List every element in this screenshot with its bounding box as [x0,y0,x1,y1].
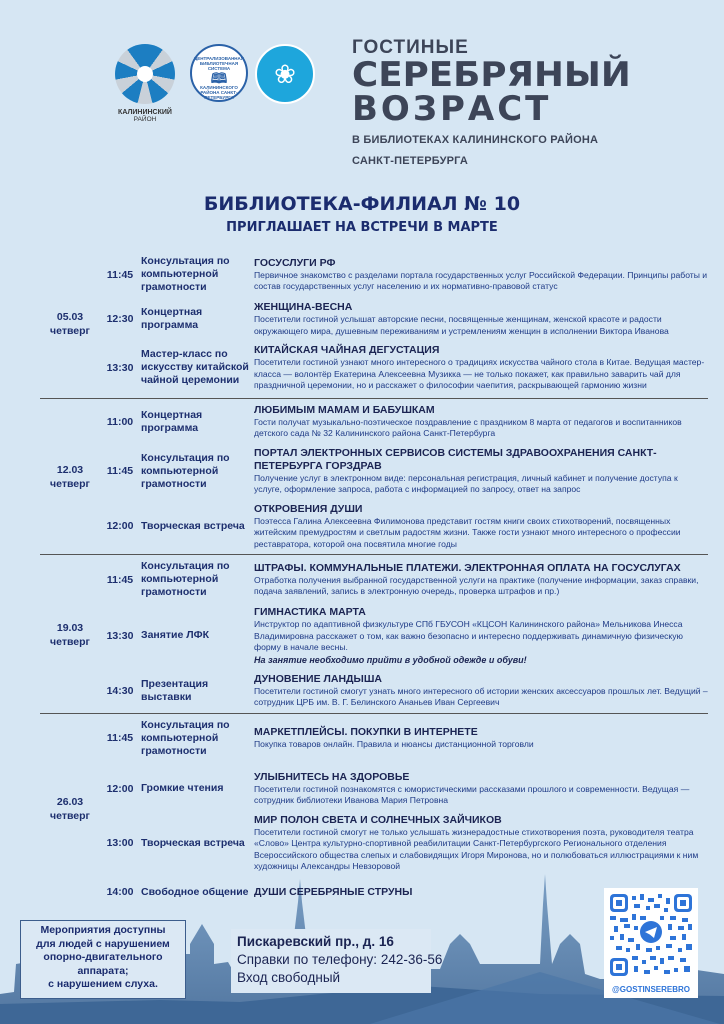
event-time: 11:45 [106,268,134,281]
event-type: Презентация выставки [141,677,209,703]
day-events [100,557,708,713]
event-type: Мастер-класс по искусству китайской чайной церемонии [141,348,249,387]
event-description: Поэтесса Галина Алексеевна Филимонова представит гостям книги своих стихотворений, посвященных житейским премудростям и светлым радостям жизни. Также гости узнают много интересного о профессии реставратора, которой она посвятила многие годы [254,515,681,549]
event-title: ОТКРОВЕНИЯ ДУШИ [254,502,363,515]
event-description: Гости получат музыкально-поэтическое поздравление с праздником 8 марта от педагогов и воспитанников детского сада № 32 Калининского района Санкт-Петербурга [254,416,682,438]
logo-text-line2: РАЙОН [133,116,157,123]
event-type: Свободное общение [141,885,249,898]
event-row [100,603,708,670]
event-title: ЛЮБИМЫМ МАМАМ И БАБУШКАМ [254,403,435,416]
event-time: 12:00 [106,782,134,795]
brand-line1: ГОСТИНЫЕ [352,37,469,58]
event-row [100,298,708,341]
event-title: ГИМНАСТИКА МАРТА [254,606,366,618]
event-time: 13:00 [106,837,134,849]
event-type: Концертная программа [141,306,203,331]
accessibility-notice [20,920,186,999]
telegram-qr-code[interactable] [604,888,698,998]
event-title: ПОРТАЛ ЭЛЕКТРОННЫХ СЕРВИСОВ СИСТЕМЫ ЗДРАВООХРАНЕНИЯ САНКТ-ПЕТЕРБУРГА ГОРЗДРАВ [254,446,657,472]
brand-line2: СЕРЕБРЯНЫЙ [352,55,631,95]
event-row [100,401,708,444]
accessibility-line: для людей с нарушением [36,937,170,950]
event-time: 12:00 [106,520,134,533]
event-type: Громкие чтения [141,782,224,794]
day-date-cell [40,716,100,903]
brand-line3: ВОЗРАСТ [352,89,552,129]
event-description: Первичное знакомство с разделами портала государственных услуг Российской Федерации. Принципы работы и состав государственных услуг населению и их нормативно-правовой статус [254,269,708,291]
day-weekday: четверг [50,635,90,648]
day-weekday: четверг [50,810,90,822]
event-title: ГОСУСЛУГИ РФ [254,256,336,269]
event-title: УЛЫБНИТЕСЬ НА ЗДОРОВЬЕ [254,770,410,783]
cbs-logo-top-text: ЦЕНТРАЛИЗОВАННАЯ БИБЛИОТЕЧНАЯ СИСТЕМА [193,56,245,71]
event-row [100,341,708,396]
event-time: 11:45 [106,465,134,477]
logo-text-line1: КАЛИНИНСКИЙ [118,109,172,116]
contact-box [231,929,443,993]
event-type: Консультация по компьютерной грамотности [141,560,230,598]
event-time: 11:45 [106,732,134,744]
event-title: ЖЕНЩИНА-ВЕСНА [254,301,353,313]
event-time: 14:00 [106,886,134,898]
event-description: Посетители гостиной смогут не только услышать жизнерадостные стихотворения поэта, руководителя театра «Слово» Центра культурно-спортивной реабилитации Санкт-Петербургского Регионального отделения Всероссийского общества слепых и слабовидящих Игоря Миронова, но и полюбоваться иллюстрациями к ним художницы Александры Невзоровой [254,826,699,871]
event-row [100,557,708,603]
day-events [100,252,708,396]
event-type: Консультация по компьютерной грамотности [141,718,230,757]
event-note: На занятие необходимо прийти в удобной одежде и обуви! [254,654,527,665]
page-subtitle: ПРИГЛАШАЕТ НА ВСТРЕЧИ В МАРТЕ [226,220,498,235]
library-system-logo [190,44,248,102]
event-description: Посетители гостиной смогут узнать много интересного об истории женских аксессуаров прошлых лет. Ведущий – сотрудник ЦРБ им. В. Г. Белинского Ананьев Иван Сергеевич [254,685,708,707]
event-row [100,811,708,883]
header [0,0,724,180]
event-time: 13:30 [106,361,134,374]
phone-info: Справки по телефону: 242-36-56 [237,952,443,967]
cbs-logo-bottom-text: КАЛИНИНСКОГО РАЙОНА САНКТ-ПЕТЕРБУРГА [200,85,238,100]
day-date-cell [40,557,100,713]
schedule-day [40,399,708,556]
event-schedule [40,252,708,903]
event-description: Получение услуг в электронном виде: персональная регистрация, личный кабинет и получение доступа к услуге, оформление запроса, работа с информацией по запросу, ответ на запрос [254,472,678,494]
event-description: Посетители гостиной узнают много интересного о традициях искусства чайного стола в Китае. Ведущая мастер-класса — волонтёр Екатерина Алексеевна Музикка — не только покажет, как правильно заварить чай для праздничной церемонии, но и расскажет о философии чаепития, раскрывающей гармонию жизни [254,357,705,390]
event-description: Покупка товаров онлайн. Правила и нюансы дистанционной торговли [254,738,534,749]
day-weekday: четверг [50,478,90,491]
schedule-day [40,714,708,903]
schedule-day [40,555,708,714]
hands-flower-logo-icon: ❀ [255,44,315,104]
event-time: 14:30 [106,684,134,697]
event-description: Отработка получения выбранной государственной услуги на практике (получение информации, заказ справки, подача заявлений, запись в электронную очередь, проверка штрафов и пр.) [254,574,699,596]
day-events [100,401,708,555]
event-row [100,716,708,768]
event-type: Консультация по компьютерной грамотности [141,255,230,293]
event-title: ДУШИ СЕРЕБРЯНЫЕ СТРУНЫ [254,885,413,898]
brand-line5: САНКТ-ПЕТЕРБУРГА [352,155,469,167]
event-description: Посетители гостиной познакомятся с юмористическими рассказами прошлого и современности. Ведущая — сотрудник библиотеки Иванова Мария Петровна [254,783,690,805]
accessibility-line: Мероприятия доступны [40,924,166,936]
day-date: 26.03 [56,796,84,808]
address: Пискаревский пр., д. 16 [237,934,394,949]
event-row [100,444,708,500]
event-type: Творческая встреча [141,836,245,849]
event-time: 11:00 [106,415,134,428]
kalininsky-district-logo [113,44,177,128]
event-time: 12:30 [106,313,134,325]
accessibility-line: аппарата; [77,964,129,977]
day-date-cell [40,401,100,555]
day-date-cell [40,252,100,396]
brand-line4: В БИБЛИОТЕКАХ КАЛИНИНСКОГО РАЙОНА [352,134,599,146]
event-time: 13:30 [106,629,134,642]
qr-code-icon [610,894,692,976]
day-date: 12.03 [56,464,84,477]
day-date: 05.03 [56,310,84,323]
page-title: БИБЛИОТЕКА-ФИЛИАЛ № 10 [203,193,521,215]
schedule-day [40,252,708,399]
event-title: КИТАЙСКАЯ ЧАЙНАЯ ДЕГУСТАЦИЯ [254,344,440,356]
event-title: ДУНОВЕНИЕ ЛАНДЫША [254,672,382,685]
event-description: Посетители гостиной услышат авторские песни, посвященные женщинам, женской красоте и радости окружающего мира, душевным переживаниям и устремлениям женщин в исполнении Виктора Иванова [254,314,669,336]
event-title: ШТРАФЫ. КОММУНАЛЬНЫЕ ПЛАТЕЖИ. ЭЛЕКТРОННАЯ ОПЛАТА НА ГОСУСЛУГАХ [254,561,681,574]
open-book-icon: 🕮 [210,70,228,86]
event-row [100,500,708,555]
telegram-handle: @GOSTINSEREBRO [611,985,691,994]
event-type: Занятие ЛФК [141,629,209,642]
day-date: 19.03 [56,621,84,634]
accessibility-line: опорно-двигательного [43,951,163,963]
event-type: Творческая встреча [141,519,245,532]
event-type: Концертная программа [141,408,203,434]
day-weekday: четверг [50,324,90,337]
pinwheel-icon [115,44,175,104]
event-title: МАРКЕТПЛЕЙСЫ. ПОКУПКИ В ИНТЕРНЕТЕ [254,725,478,738]
event-description: Инструктор по адаптивной физкультуре СПб ГБУСОН «КЦСОН Калининского района» Мельникова Инесса Владимировна расскажет о том, как важно безопасно и интересно поддерживать динамичную физическую форму в начале весны. [254,619,683,652]
day-events [100,716,708,903]
event-type: Консультация по компьютерной грамотности [141,451,230,490]
entry-info: Вход свободный [237,970,341,985]
event-row [100,768,708,811]
accessibility-line: с нарушением слуха. [48,978,158,990]
event-row [100,670,708,713]
event-title: МИР ПОЛОН СВЕТА И СОЛНЕЧНЫХ ЗАЙЧИКОВ [254,813,502,826]
event-time: 11:45 [106,573,134,586]
event-row [100,252,708,298]
brand-block [352,37,631,167]
